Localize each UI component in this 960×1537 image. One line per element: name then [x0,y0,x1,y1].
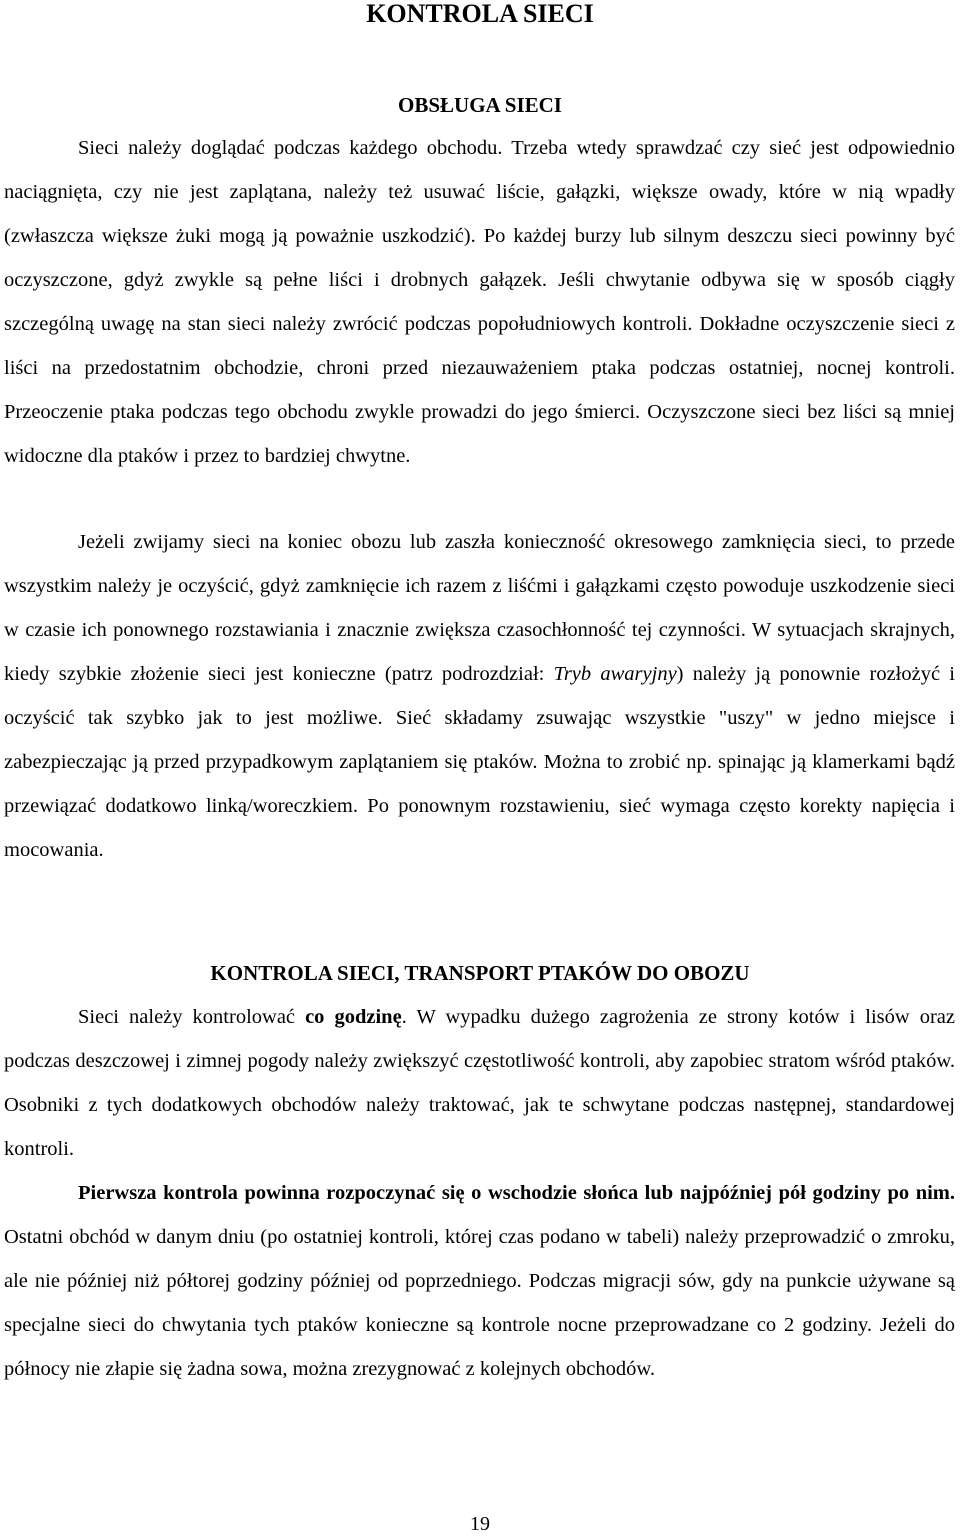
paragraph-text: Sieci należy kontrolować [78,1006,306,1028]
italic-reference: Tryb awaryjny [553,663,677,685]
paragraph-obsluga-2 [4,520,955,872]
section-heading-obsluga-sieci: OBSŁUGA SIECI [398,93,562,117]
page-number: 19 [470,1513,490,1535]
section-heading-kontrola-transport: KONTROLA SIECI, TRANSPORT PTAKÓW DO OBOZU [210,961,750,985]
paragraph-text: . W wypadku dużego zagrożenia ze strony kotów i lisów oraz podczas deszczowej i zimnej pogody należy zwiększyć częstotliwość kontroli, aby zapobiec stratom wśród ptaków. Osobniki z tych dodatkowych obchodów należy traktować, jak te schwytane podczas następnej, standardowej kontroli. [4,1006,956,1160]
page-title: KONTROLA SIECI [366,0,594,28]
paragraph-text: Ostatni obchód w danym dniu (po ostatniej kontroli, której czas podano w tabeli) należy przeprowadzić o zmroku, ale nie później niż półtorej godziny później od poprzedniego. Podczas migracji sów, gdy na punkcie używane są specjalne sieci do chwytania tych ptaków konieczne są kontrole nocne przeprowadzane co 2 godziny. Jeżeli do północy nie złapie się żadna sowa, można zrezygnować z kolejnych obchodów. [4,1226,955,1380]
paragraph-kontrola-2 [4,1171,955,1391]
paragraph-kontrola-1 [4,995,955,1171]
paragraph-text: ) należy ją ponownie rozłożyć i oczyścić tak szybko jak to jest możliwe. Sieć składamy zsuwając wszystkie "uszy" w jedno miejsce i zabezpieczając ją przed przypadkowym zaplątaniem się ptaków. Można to zrobić np. spinając ją klamerkami bądź przewiązać dodatkowo linką/woreczkiem. Po ponownym rozstawieniu, sieć wymaga często korekty napięcia i mocowania. [4,663,955,861]
paragraph-text: Jeżeli zwijamy sieci na koniec obozu lub zaszła konieczność okresowego zamknięcia sieci, to przede wszystkim należy je oczyścić, gdyż zamknięcie ich razem z liśćmi i gałązkami często powoduje uszkodzenie sieci w czasie ich ponownego rozstawiania i znacznie zwiększa czasochłonność tej czynności. W sytuacjach skrajnych, kiedy szybkie złożenie sieci jest konieczne (patrz podrozdział: [4,531,955,685]
paragraph-obsluga-1: Sieci należy doglądać podczas każdego obchodu. Trzeba wtedy sprawdzać czy sieć jest odpowiednio naciągnięta, czy nie jest zaplątana, należy też usuwać liście, gałązki, większe owady, które w nią wpadły (zwłaszcza większe żuki mogą ją poważnie uszkodzić). Po każdej burzy lub silnym deszczu sieci powinny być oczyszczone, gdyż zwykle są pełne liści i drobnych gałązek. Jeśli chwytanie odbywa się w sposób ciągły szczególną uwagę na stan sieci należy zwrócić podczas popołudniowych kontroli. Dokładne oczyszczenie sieci z liści na przedostatnim obchodzie, chroni przed niezauważeniem ptaka podczas ostatniej, nocnej kontroli. Przeoczenie ptaka podczas tego obchodu zwykle prowadzi do jego śmierci. Oczyszczone sieci bez liści są mniej widoczne dla ptaków i przez to bardziej chwytne. [4,137,955,467]
bold-emphasis: co godzinę [305,1006,402,1028]
bold-emphasis: Pierwsza kontrola powinna rozpoczynać się o wschodzie słońca lub najpóźniej pół godziny po nim. [78,1182,955,1204]
